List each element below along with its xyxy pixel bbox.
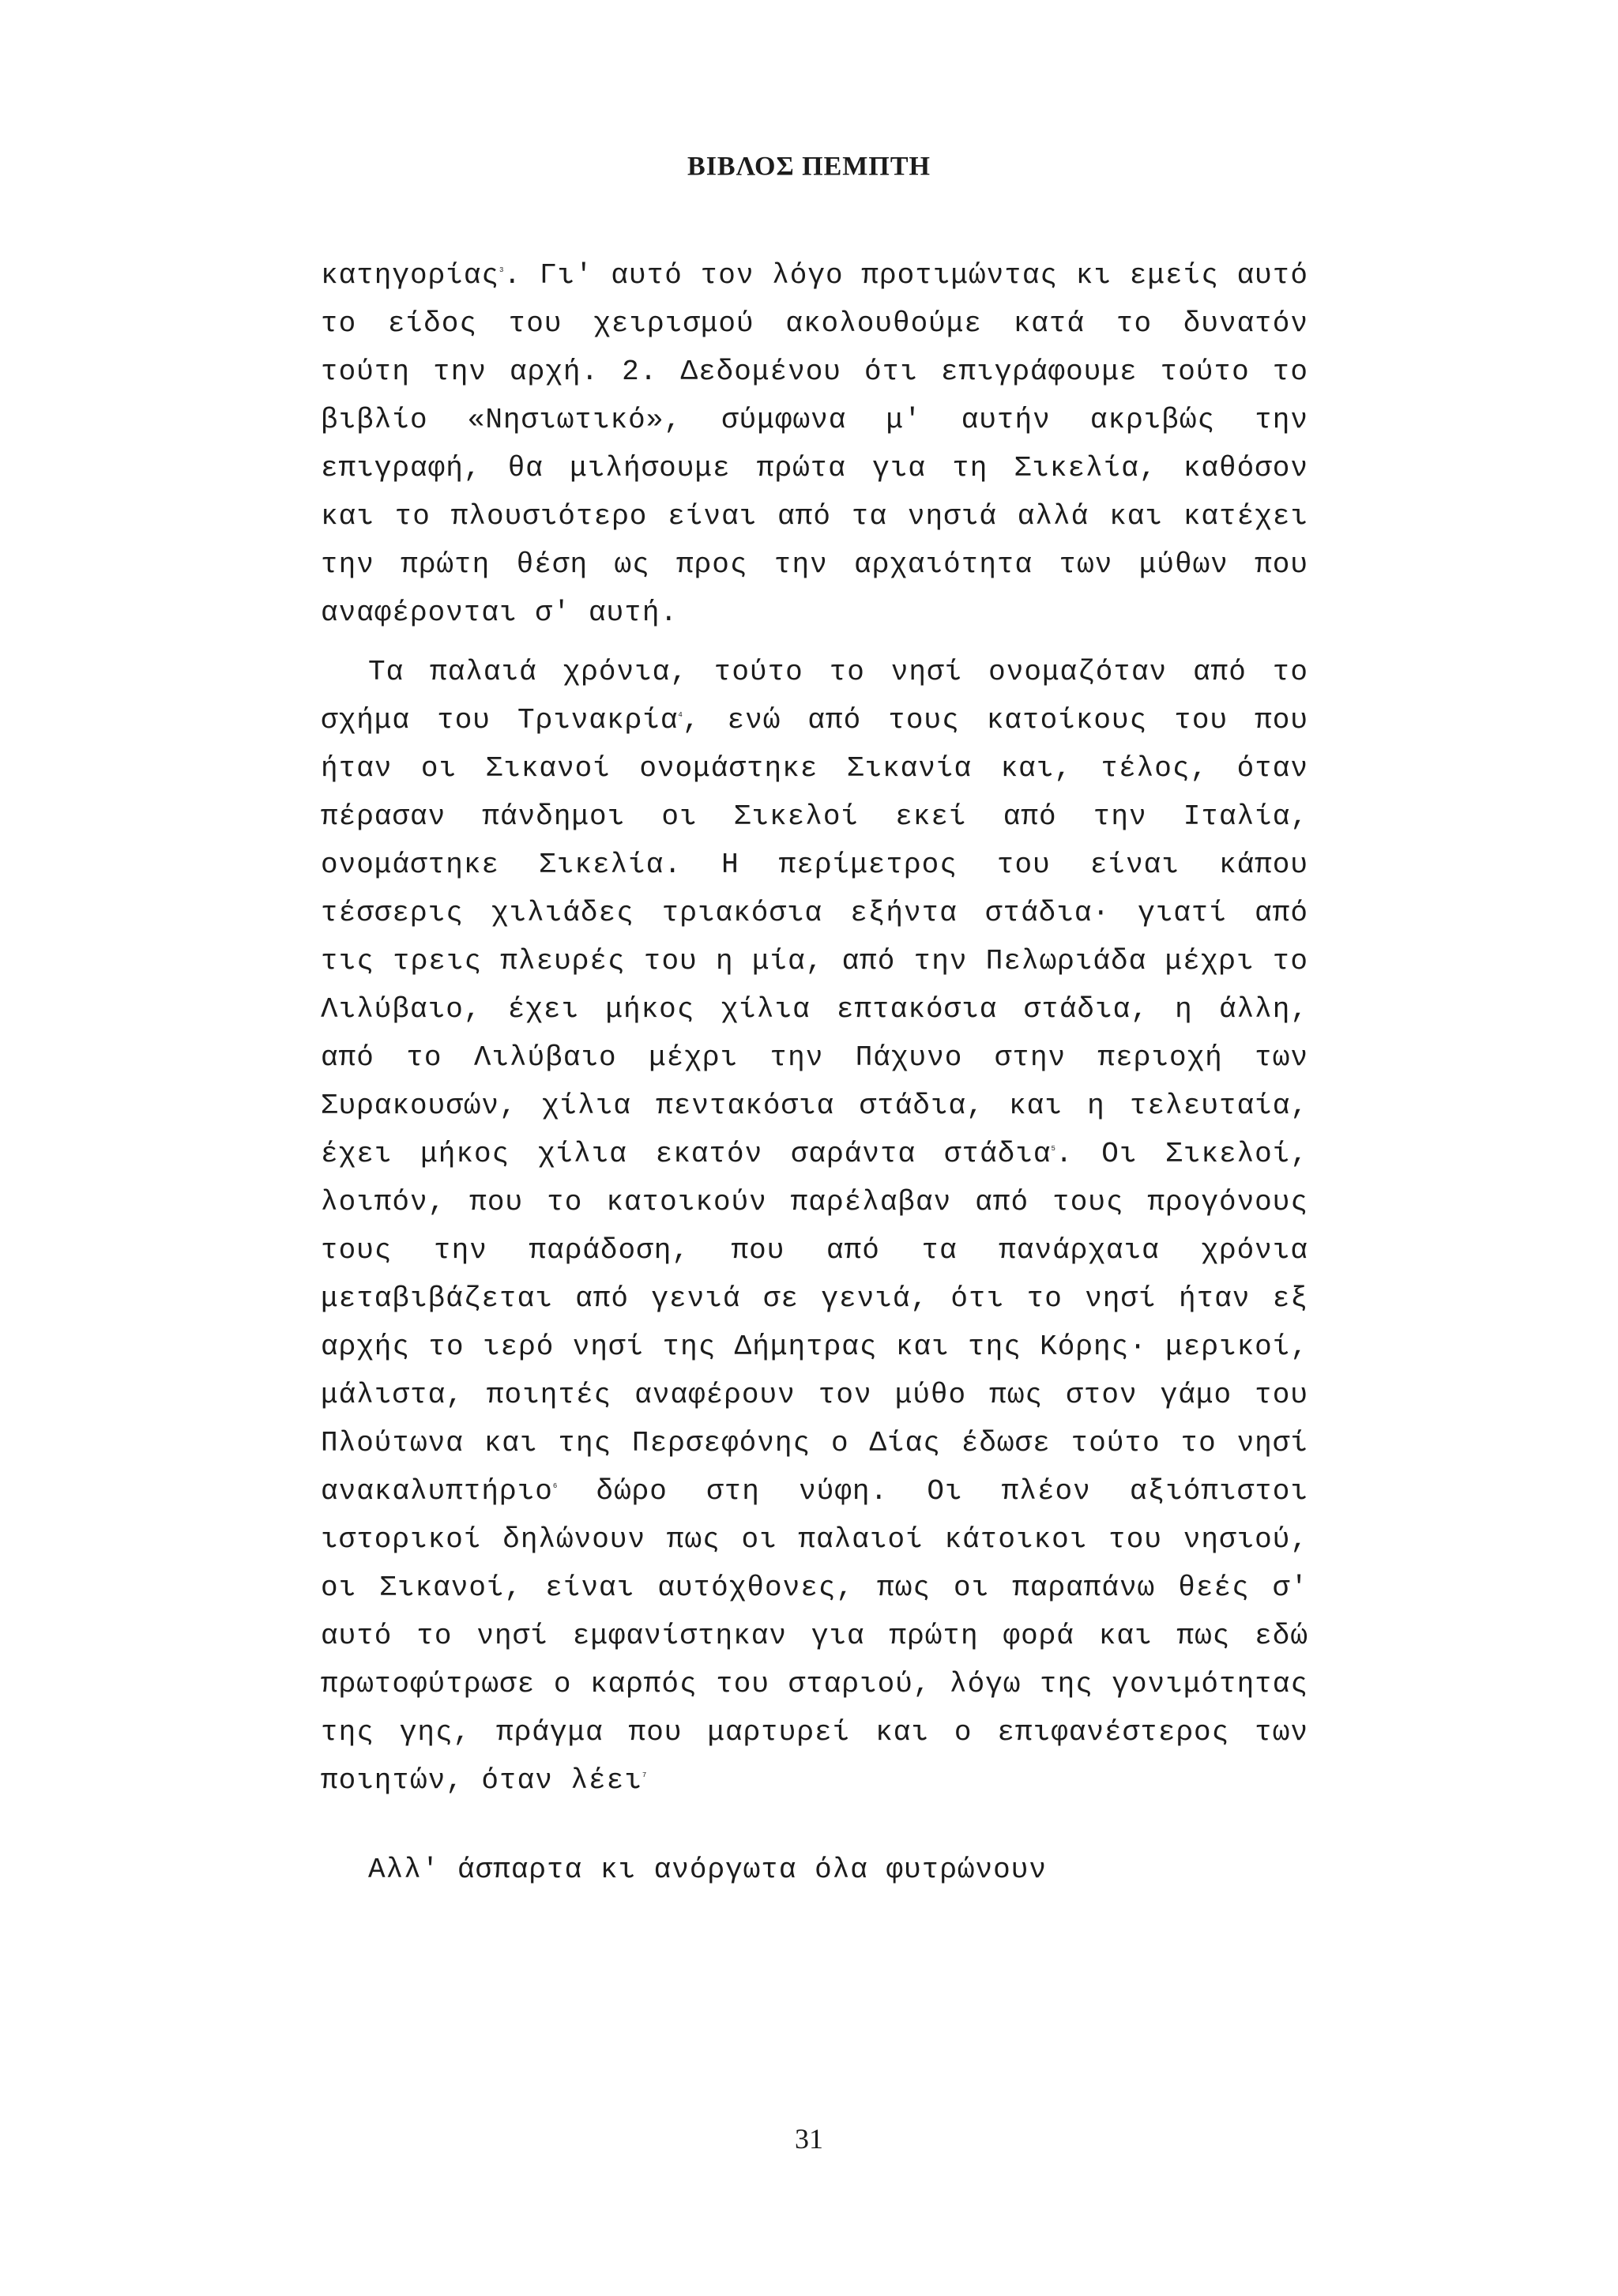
paragraph-2 (321, 648, 1308, 1805)
verse-quote: Αλλ' άσπαρτα κι ανόργωτα όλα φυτρώνουν (368, 1854, 1047, 1886)
footnote-ref-6: 6 (552, 1482, 558, 1490)
paragraph-1-text-a: κατηγορίας (321, 259, 500, 292)
paragraph-2-text-b: , ενώ από τους κατοίκους του που ήταν οι Σικανοί ονομάστηκε Σικανία και, τέλος, όταν πέρασαν πάνδημοι οι Σικελοί εκεί από την Ιταλία, ονομάστηκε Σικελία. Η περίμετρος του είναι κάπου τέσσερις χιλιάδες τριακόσια εξήντα στάδια· γιατί από τις τρεις πλευρές του η μία, από την Πελωριάδα μέχρι το Λιλύβαιο, έχει μήκος χίλια επτακόσια στάδια, η άλλη, από το Λιλύβαιο μέχρι την Πάχυνο στην περιοχή των Συρακουσών, χίλια πεντακόσια στάδια, και η τελευταία, έχει μήκος χίλια εκατόν σαράντα στάδια (321, 704, 1308, 1170)
running-header: ΒΙΒΛΟΣ ΠΕΜΠΤΗ (687, 152, 931, 181)
footnote-ref-5: 5 (1051, 1145, 1055, 1153)
footnote-ref-7: 7 (642, 1771, 647, 1779)
paragraph-2-text-a: Τα παλαιά χρόνια, τούτο το νησί ονομαζόταν από το σχήμα του Τρινακρία (321, 656, 1308, 736)
paragraph-1-text-b: . Γι' αυτό τον λόγο προτιμώντας κι εμείς αυτό το είδος του χειρισμού ακολουθούμε κατά το δυνατόν τούτη την αρχή. 2. Δεδομένου ότι επιγράφουμε τούτο το βιβλίο «Νησιωτικό», σύμφωνα μ' αυτήν ακριβώς την επιγραφή, θα μιλήσουμε πρώτα για τη Σικελία, καθόσον και το πλουσιότερο είναι από τα νησιά αλλά και κατέχει την πρώτη θέση ως προς την αρχαιότητα των μύθων που αναφέρονται σ' αυτή. (321, 259, 1308, 629)
paragraph-2-text-c: . Οι Σικελοί, λοιπόν, που το κατοικούν παρέλαβαν από τους προγόνους τους την παράδοση, που από τα πανάρχαια χρόνια μεταβιβάζεται από γενιά σε γενιά, ότι το νησί ήταν εξ αρχής το ιερό νησί της Δήμητρας και της Κόρης· μερικοί, μάλιστα, ποιητές αναφέρουν τον μύθο πως στον γάμο του Πλούτωνα και της Περσεφόνης ο Δίας έδωσε τούτο το νησί ανακαλυπτήριο (321, 1138, 1308, 1507)
paragraph-1 (321, 251, 1308, 637)
footnote-ref-3: 3 (499, 266, 504, 274)
footnote-ref-4: 4 (678, 711, 683, 719)
paragraph-2-text-d: δώρο στη νύφη. Οι πλέον αξιόπιστοι ιστορικοί δηλώνουν πως οι παλαιοί κάτοικοι του νησιού, οι Σικανοί, είναι αυτόχθονες, πως οι παραπάνω θεές σ' αυτό το νησί εμφανίστηκαν για πρώτη φορά και πως εδώ πρωτοφύτρωσε ο καρπός του σταριού, λόγω της γονιμότητας της γης, πράγμα που μαρτυρεί και ο επιφανέστερος των ποιητών, όταν λέει (321, 1475, 1308, 1797)
page-number: 31 (795, 2123, 823, 2155)
